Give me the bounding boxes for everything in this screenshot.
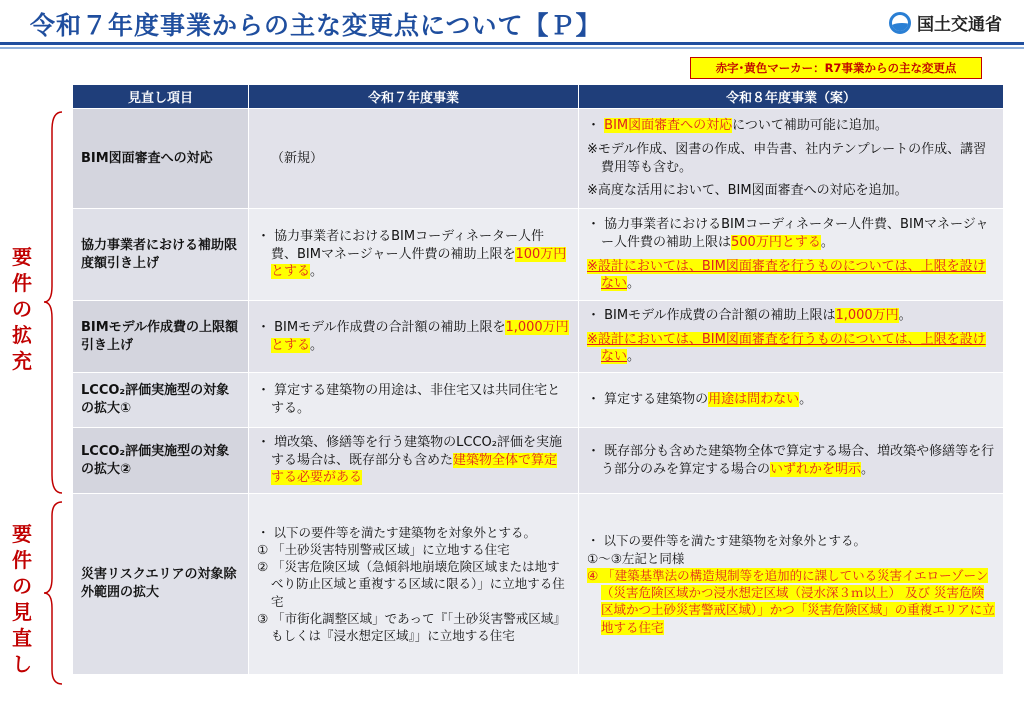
r8-text: ・ BIMモデル作成費の合計額の補助上限は (587, 307, 836, 323)
ministry-name: 国土交通省 (917, 15, 1002, 35)
table-row (73, 109, 1004, 209)
r8-text: 。 (627, 349, 641, 365)
r8-text: ・ 協力事業者におけるBIMコーディネーター人件費、BIMマネージャー人件費の補助上限は (587, 216, 989, 250)
r8-cell (579, 109, 1004, 209)
highlight: 1,000万円 (835, 307, 899, 323)
r7-text: ① 「土砂災害特別警戒区域」に立地する住宅 (257, 541, 510, 557)
table-row (73, 494, 1004, 675)
r8-cell (579, 301, 1004, 373)
r7-text: ③ 「市街化調整区域」であって『「土砂災害警戒区域』もしくは『浸水想定区域』」に立地する住宅 (257, 610, 566, 644)
ministry-logo (889, 10, 1002, 35)
r8-note: ※高度な活用において、BIM図面審査への対応を追加。 (587, 183, 908, 199)
table-header-row (73, 85, 1004, 109)
r7-cell (249, 373, 579, 428)
r7-text: 。 (310, 337, 324, 353)
side-label-expand (8, 244, 36, 374)
r8-line (587, 216, 995, 252)
r8-text: ・ 以下の要件等を満たす建築物を対象外とする。 (587, 533, 866, 549)
row-label: BIMモデル作成費の上限額引き上げ (73, 301, 249, 373)
r7-text: 。 (310, 264, 324, 280)
side-label-expand-text: 要件の拡充 (12, 245, 32, 373)
r8-line (587, 443, 995, 479)
side-label-review (8, 521, 36, 677)
highlight: ※設計においては、BIM図面審査を行うものについては、上限を設けない (587, 258, 986, 292)
r8-text: ・ 算定する建築物の (587, 392, 709, 408)
row-label: LCCO₂評価実施型の対象の拡大① (73, 373, 249, 428)
r8-note: ※モデル作成、図書の作成、申告書、社内テンプレートの作成、講習費用等も含む。 (587, 141, 987, 175)
r7-line (257, 434, 570, 488)
r7-cell (249, 494, 579, 675)
r8-line (587, 331, 995, 367)
table-row (73, 428, 1004, 494)
table-row (73, 301, 1004, 373)
col-header-r7: 令和７年度事業 (249, 85, 579, 109)
r7-cell (249, 109, 579, 209)
r7-text: ・ 協力事業者におけるBIMコーディネーター人件費、BIMマネージャー人件費の補助上限を (257, 228, 545, 262)
r8-cell (579, 428, 1004, 494)
brace-expand (42, 110, 64, 495)
highlight: 建築物全体で算定する必要がある (271, 452, 558, 486)
r8-line (587, 391, 995, 409)
title-underline-thin (0, 47, 1024, 49)
r8-text: 。 (820, 234, 834, 250)
comparison-table (72, 84, 1004, 675)
change-legend: 赤字･黄色マーカー：R7事業からの主な変更点 (690, 57, 982, 79)
col-header-r8: 令和８年度事業（案） (579, 85, 1004, 109)
r7-text: ・ 増改築、修繕等を行う建築物のLCCO₂評価を実施する場合は、既存部分も含めた (257, 434, 562, 468)
r7-text: ・ BIMモデル作成費の合計額の補助上限を (257, 319, 506, 335)
side-label-review-text: 要件の見直し (12, 522, 32, 676)
r7-cell (249, 209, 579, 301)
highlight: 用途は問わない (708, 392, 800, 408)
bullet: ・ (587, 117, 601, 133)
r8-line (587, 567, 995, 636)
r8-text: 。 (898, 307, 912, 323)
table-row (73, 209, 1004, 301)
highlight: 100万円とする (271, 246, 567, 280)
col-header-item: 見直し項目 (73, 85, 249, 109)
mlit-logo-icon (889, 12, 911, 34)
r7-line (257, 319, 570, 355)
highlight: ※設計においては、BIM図面審査を行うものについては、上限を設けない (587, 331, 986, 365)
row-label: BIM図面審査への対応 (73, 109, 249, 209)
r8-text: ・ 既存部分も含めた建築物全体で算定する場合、増改築や修繕等を行う部分のみを算定する場合の (587, 443, 995, 477)
row-label: 災害リスクエリアの対象除外範囲の拡大 (73, 494, 249, 675)
r7-text: （新規） (271, 150, 324, 166)
r7-text: ・ 以下の要件等を満たす建築物を対象外とする。 (257, 524, 536, 540)
r8-cell (579, 209, 1004, 301)
r7-text: ・ 算定する建築物の用途は、非住宅又は共同住宅とする。 (257, 383, 561, 416)
highlight: いずれかを明示 (770, 461, 862, 477)
brace-review (42, 500, 64, 686)
highlight: ④ 「建築基準法の構造規制等を追加的に課している災害イエローゾーン（災害危険区域かつ浸水想定区域（浸水深３ｍ以上） 及び 災害危険区域かつ土砂災害警戒区域）」かつ「災害危険区域」の重複エリアに立地する住宅 (587, 567, 995, 635)
row-label: LCCO₂評価実施型の対象の拡大② (73, 428, 249, 494)
r8-line (587, 258, 995, 294)
r7-line (257, 228, 570, 282)
row-label: 協力事業者における補助限度額引き上げ (73, 209, 249, 301)
r7-text: ② 「災害危険区域（急傾斜地崩壊危険区域または地すべり防止区域と重複する区域に限る）」に立地する住宅 (257, 559, 565, 609)
r7-cell (249, 428, 579, 494)
r8-cell (579, 373, 1004, 428)
highlight: BIM図面審査への対応 (604, 117, 733, 133)
r8-text: について補助可能に追加。 (732, 117, 888, 133)
page-title: 令和７年度事業からの主な変更点について【Ｐ】 (30, 11, 602, 40)
r8-text: 。 (861, 461, 875, 477)
title-underline (0, 42, 1024, 45)
r8-text: 。 (799, 392, 813, 408)
highlight: 500万円とする (731, 234, 821, 250)
r7-cell (249, 301, 579, 373)
r8-line (587, 307, 995, 325)
r8-text: ①～③左記と同様 (587, 550, 685, 566)
r8-text: 。 (627, 276, 641, 292)
r8-line (587, 117, 995, 135)
highlight: 1,000万円とする (271, 319, 569, 353)
table-row (73, 373, 1004, 428)
r8-cell (579, 494, 1004, 675)
